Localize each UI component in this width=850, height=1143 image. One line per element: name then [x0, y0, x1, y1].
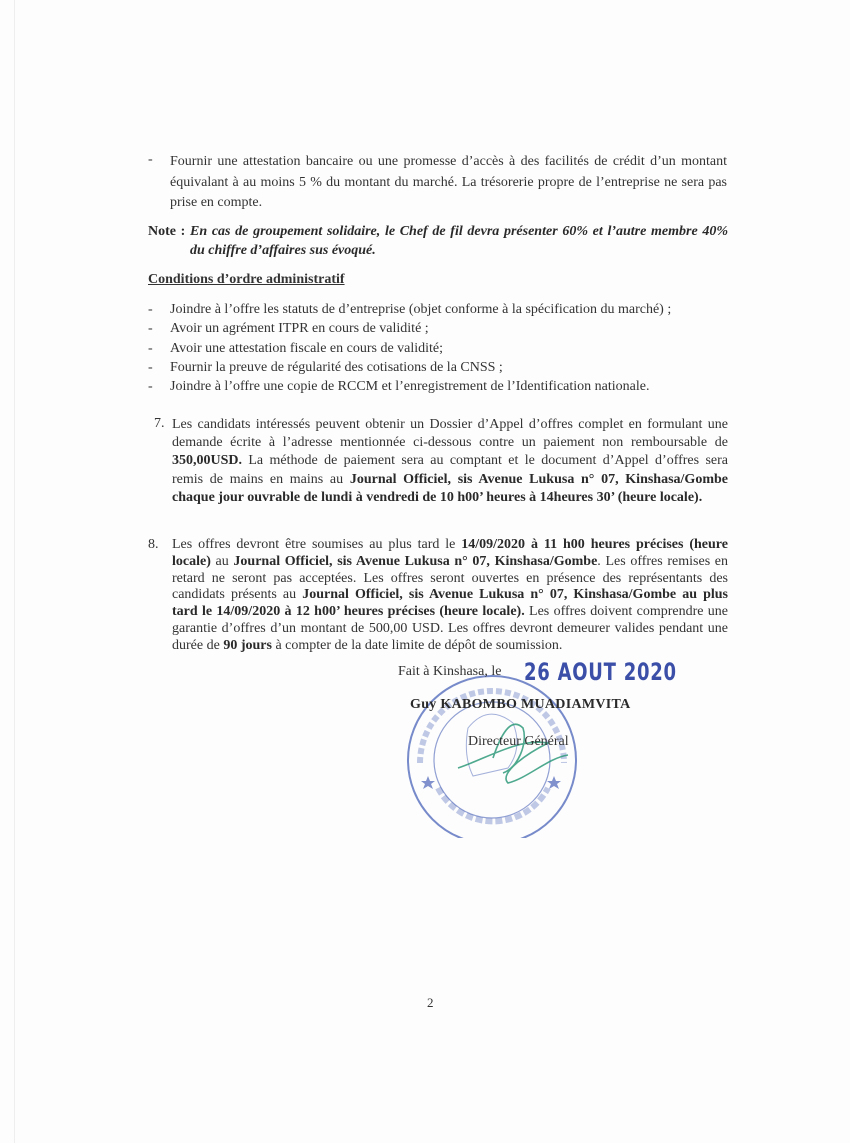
text-line [172, 416, 728, 434]
text: durée de [172, 637, 224, 653]
admin-condition-item: Joindre à l’offre une copie de RCCM et l’enregistrement de l’Identification nationale. [170, 379, 650, 394]
text: La méthode de paiement sera au comptant et le document d’Appel d’offres sera [242, 453, 728, 469]
bullet-dash: - [148, 341, 153, 356]
scan-edge [14, 0, 15, 1143]
item-number-7: 7. [154, 416, 165, 431]
admin-condition-item: Fournir la preuve de régularité des cotisations de la CNSS ; [170, 360, 503, 375]
bold-text: 90 jours [223, 637, 272, 653]
bold-text: Journal Officiel, sis Avenue Lukusa n° 07, Kinshasa/Gombe [349, 471, 728, 487]
admin-condition-item: Joindre à l’offre les statuts de d’entreprise (objet conforme à la spécification du marché) ; [170, 302, 672, 317]
note-text-line2: du chiffre d’affaires sus évoqué. [190, 243, 376, 258]
text-line [172, 587, 728, 604]
text: équivalant à au moins 5 % du montant du marché. La trésorerie propre de l’entreprise ne sera pas [170, 174, 727, 190]
text: demande écrite à l’adresse mentionnée ci-dessous contre un paiement non remboursable de [172, 435, 728, 451]
note-text-line1: En cas de groupement solidaire, le Chef de fil devra présenter 60% et l’autre membre 40% [190, 224, 729, 239]
signature-place: Fait à Kinshasa, le [398, 664, 502, 679]
text-line [172, 452, 728, 470]
seal-bottom-lettering [438, 788, 548, 821]
star-icon [547, 776, 561, 789]
text: Les offres doivent comprendre une [524, 604, 728, 620]
signatory-title: Directeur Général [468, 734, 569, 749]
admin-condition-item: Avoir une attestation fiscale en cours de validité; [170, 341, 444, 356]
text: garantie d’offres d’un montant de 500,00 USD. Les offres devront demeurer valides pendant une [172, 620, 728, 636]
text-line [172, 434, 728, 452]
bullet-dash: - [148, 302, 153, 317]
text: remis de mains en mains au [172, 471, 350, 487]
page-number: 2 [427, 995, 434, 1010]
date-stamp: 26 AOUT 2020 [524, 658, 677, 686]
bold-text: 350,00USD. [172, 453, 243, 469]
text-line [172, 537, 728, 554]
bullet-dash: - [148, 379, 153, 394]
bullet-dash: - [148, 321, 153, 336]
signatory-name: Guy KABOMBO MUADIAMVITA [410, 697, 631, 712]
admin-condition-item: Avoir un agrément ITPR en cours de validité ; [170, 321, 429, 336]
bold-text: 14/09/2020 à 11 h00 heures précises (heure [461, 537, 728, 552]
text: Les offres devront être soumises au plus tard le [172, 537, 462, 552]
text-line [172, 471, 728, 489]
bullet-credit-requirement [170, 152, 727, 214]
text: au [210, 553, 234, 569]
text-line [170, 193, 727, 214]
bold-text: locale) [172, 553, 211, 569]
official-seal [398, 668, 588, 838]
text: Fournir une attestation bancaire ou une promesse d’accès à des facilités de crédit d’un montant [170, 154, 727, 169]
text-line [170, 152, 727, 173]
bold-text: chaque jour ouvrable de lundi à vendredi de 10 h00’ heures à 14heures 30’ (heure locale). [172, 489, 703, 505]
text-line [170, 173, 727, 194]
text: candidats présents au [172, 587, 303, 603]
text-line [172, 621, 728, 638]
text: retard ne seront pas acceptées. Les offres seront ouvertes en présence des représentants des [172, 570, 728, 586]
text: à compter de la date limite de dépôt de soumission. [271, 637, 563, 653]
bold-text: tard le 14/09/2020 à 12 h00’ heures précises (heure locale). [172, 604, 525, 620]
text-line [172, 604, 728, 621]
item-8-paragraph [172, 537, 728, 655]
star-icon [421, 776, 435, 789]
text-line [172, 554, 728, 571]
note-block [148, 222, 728, 260]
bold-text: Journal Officiel, sis Avenue Lukusa n° 07, Kinshasa/Gombe au plus [302, 587, 728, 603]
text-line [172, 489, 728, 507]
note-label: Note : [148, 224, 186, 239]
text-line [172, 571, 728, 588]
text: Les candidats intéressés peuvent obtenir un Dossier d’Appel d’offres complet en formulant une [172, 417, 728, 432]
bullet-dash: - [148, 152, 153, 167]
text: prise en compte. [170, 195, 263, 210]
item-number-8: 8. [148, 537, 159, 552]
bold-text: Journal Officiel, sis Avenue Lukusa n° 07, Kinshasa/Gombe [233, 553, 598, 569]
admin-conditions-heading: Conditions d’ordre administratif [148, 272, 345, 287]
bullet-dash: - [148, 360, 153, 375]
item-7-paragraph [172, 416, 728, 507]
text: . Les offres remises en [597, 553, 729, 569]
text-line [172, 638, 728, 655]
